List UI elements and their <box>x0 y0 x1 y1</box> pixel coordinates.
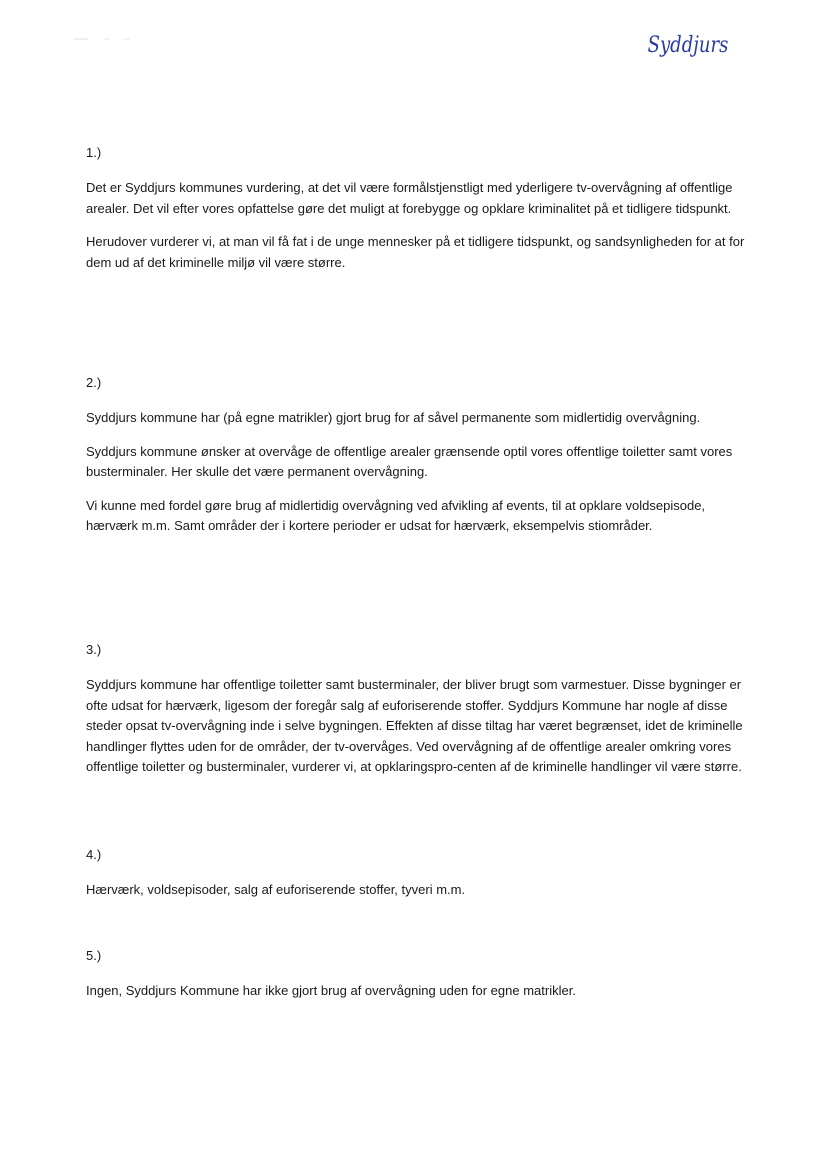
section-2 <box>86 373 746 537</box>
section-3 <box>86 640 746 778</box>
section-number: 3.) <box>86 642 102 657</box>
paragraph: Vi kunne med fordel gøre brug af midlertidig overvågning ved afvikling af events, til at opklare voldsepisode, hærværk m.m. Samt områder der i kortere perioder er udsat for hærværk, eksempelvis stiområder. <box>86 497 706 533</box>
paragraph: Syddjurs kommune har offentlige toiletter samt busterminaler, der bliver brugt som varmestuer. Disse bygninger er ofte udsat for hærværk, ligesom der foregår salg af euforiserende stoffer. Syddjurs Kommune har nogle af disse steder opsat tv-overvågning inde i selve bygningen. Effekten af disse tiltag har været begrænset, idet de kriminelle handlinger flyttes uden for de områder, der tv-overvåges. Ved overvågning af de offentlige arealer omkring vores offentlige toiletter og busterminaler, vurderer vi, at opklaringspro-centen af de kriminelle handlinger vil være større. <box>86 677 743 774</box>
syddjurs-logo <box>646 26 729 70</box>
paragraph: Det er Syddjurs kommunes vurdering, at det vil være formålstjenstligt med yderligere tv-overvågning af offentlige arealer. Det vil efter vores opfattelse gøre det muligt at forebygge og opklare kriminalitet på et tidligere tidspunkt. <box>86 180 733 216</box>
paragraph: Herudover vurderer vi, at man vil få fat i de unge mennesker på et tidligere tidspunkt, og sandsynligheden for at for dem ud af det kriminelle miljø vil være større. <box>86 234 745 270</box>
section-number: 1.) <box>86 145 102 160</box>
svg-text:Syddjurs: Syddjurs <box>647 31 729 58</box>
section-4 <box>86 845 746 901</box>
section-5 <box>86 946 746 1002</box>
section-1 <box>86 143 746 273</box>
section-number: 4.) <box>86 847 102 862</box>
paragraph: Hærværk, voldsepisoder, salg af euforiserende stoffer, tyveri m.m. <box>86 882 466 897</box>
paragraph: Syddjurs kommune ønsker at overvåge de offentlige arealer grænsende optil vores offentlige toiletter samt vores busterminaler. Her skulle det være permanent overvågning. <box>86 443 733 479</box>
scan-artifact <box>74 38 134 40</box>
paragraph: Ingen, Syddjurs Kommune har ikke gjort brug af overvågning uden for egne matrikler. <box>86 983 576 998</box>
section-number: 5.) <box>86 948 102 963</box>
section-number: 2.) <box>86 375 102 390</box>
paragraph: Syddjurs kommune har (på egne matrikler) gjort brug for af såvel permanente som midlertidig overvågning. <box>86 410 701 425</box>
